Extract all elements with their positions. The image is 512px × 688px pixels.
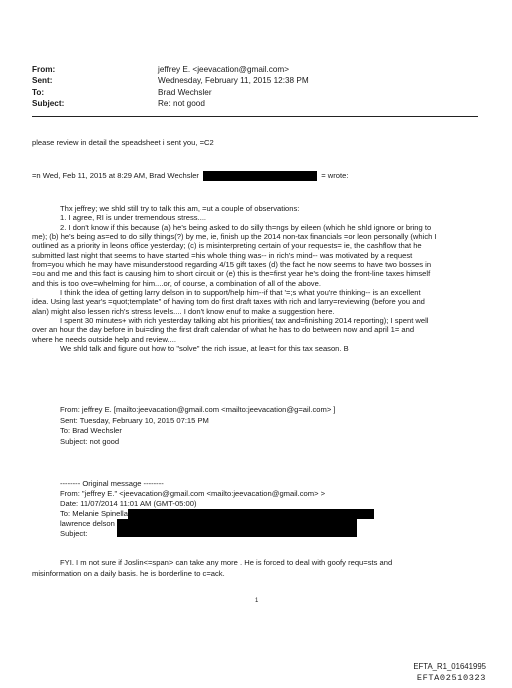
- to-row: [32, 87, 309, 98]
- original-to-row: [60, 509, 374, 519]
- forward-sent: Sent: Tuesday, February 10, 2015 07:15 PM: [60, 415, 209, 425]
- body-line: 1. I agree, RI is under tremendous stress....: [60, 213, 207, 223]
- forward-from: From: jeffrey E. [mailto:jeevacation@gmail.com <mailto:jeevacation@g=ail.com> ]: [60, 405, 336, 414]
- fyi-paragraph: [32, 558, 392, 579]
- original-cc-row: [60, 519, 374, 537]
- body-line: alan) might also lessen rich's stress levels.... I don't know enuf to make a suggestion here.: [32, 306, 335, 316]
- wrote-line: [32, 171, 348, 182]
- original-message-header: [60, 479, 374, 539]
- sent-row: [32, 75, 309, 86]
- subject-value: Re: not good: [158, 99, 205, 109]
- body-line: I spent 30 minutes+ with rich yesterday talking abt his priorities( tax and=finishing 2014 reporting); I spent well: [60, 316, 429, 326]
- subject-label: Subject:: [32, 99, 65, 109]
- fyi-line: FYI. I m not sure if Joslin<=span> can take any more . He is forced to deal with goofy requ=sts and: [60, 558, 393, 567]
- to-label: To:: [32, 87, 45, 97]
- to-value: Brad Wechsler: [158, 87, 212, 97]
- body-line: idea. Using last year's =quot;template" of having tom do first draft taxes with rich and larry=reviewing (before you and: [32, 297, 425, 307]
- original-cc: lawrence delson: [60, 519, 115, 529]
- sent-label: Sent:: [32, 76, 53, 86]
- header-divider: [32, 116, 478, 117]
- body-line: =ou and me and this fact is causing him to short circuit or (e) this is the=first year he's doing the front-line taxes himself: [32, 269, 431, 279]
- from-value: jeffrey E. <jeevacation@gmail.com>: [158, 65, 290, 74]
- body-line: outlined as a priority in leons office yesterday; (c) is misinterpreting certain of your requests= ie, the cashflow that he: [32, 241, 422, 251]
- body-line: 2. I don't know if this because (a) he's being asked to do silly th=ngs by eileen (which he shld ignore or bring to: [60, 222, 432, 232]
- body-line: and this is too ove=whelming for him....or, of course, a combination of all of the above.: [32, 278, 321, 288]
- body-line: submitted last night that seems to have started =his whole thing was-- in rich's mind-- was motivated by a request: [32, 250, 413, 260]
- original-date: Date: 11/07/2014 11:01 AM (GMT-05:00): [60, 499, 197, 509]
- wrote-suffix: = wrote:: [321, 171, 349, 180]
- body-line: me); (b) he's being as=ed to do silly things(?) by me, ie, finish up the 2014 non-tax financials =or leon personally (which I: [32, 232, 437, 242]
- body-line: Thx jeffrey; we shld still try to talk this am, =ut a couple of observations:: [60, 204, 300, 213]
- body-line: where he needs outside help and review....: [32, 334, 176, 344]
- original-divider: -------- Original message --------: [60, 479, 164, 488]
- body-line: I think the idea of getting larry delson in to support/help him--if that '=;s what you're thinking-- is an excellent: [60, 288, 421, 298]
- email-header: [32, 64, 309, 110]
- intro-text: please review in detail the speadsheet i sent you, =C2: [32, 138, 214, 147]
- fyi-line: misinformation on a daily basis. he is borderline to c=ack.: [32, 568, 225, 578]
- original-subject: Subject:: [60, 529, 88, 539]
- redaction-box: [203, 171, 317, 181]
- redaction-box: [117, 519, 357, 537]
- body-line: from=you which he may have misunderstood regarding 4/15 gift taxes (d) the fact he now seems to have two bosses in: [32, 260, 432, 270]
- from-label: From:: [32, 65, 56, 74]
- message-body: [32, 204, 482, 354]
- body-line: over an hour the day before in bui=ding the first draft calendar of what he has to do between now and april 1= and: [32, 325, 415, 335]
- redaction-box: [128, 509, 374, 519]
- bates-number-secondary: EFTA02510323: [416, 673, 486, 683]
- subject-row: [32, 98, 309, 109]
- body-line: We shld talk and figure out how to "solve" the rich issue, at lea=t for this tax season. B: [60, 344, 349, 354]
- page-number: 1: [255, 598, 259, 604]
- from-row: [32, 64, 309, 75]
- forward-subject: Subject: not good: [60, 436, 120, 446]
- sent-value: Wednesday, February 11, 2015 12:38 PM: [158, 76, 309, 86]
- wrote-prefix: =n Wed, Feb 11, 2015 at 8:29 AM, Brad Wechsler: [32, 171, 199, 180]
- forwarded-header: [60, 405, 335, 447]
- forward-to: To: Brad Wechsler: [60, 426, 122, 436]
- original-from: From: "jeffrey E." <jeevacation@gmail.com <mailto:jeevacation@gmail.com> >: [60, 489, 326, 499]
- original-to: To: Melanie Spinella: [60, 509, 128, 519]
- bates-number-primary: EFTA_R1_01641995: [413, 662, 486, 671]
